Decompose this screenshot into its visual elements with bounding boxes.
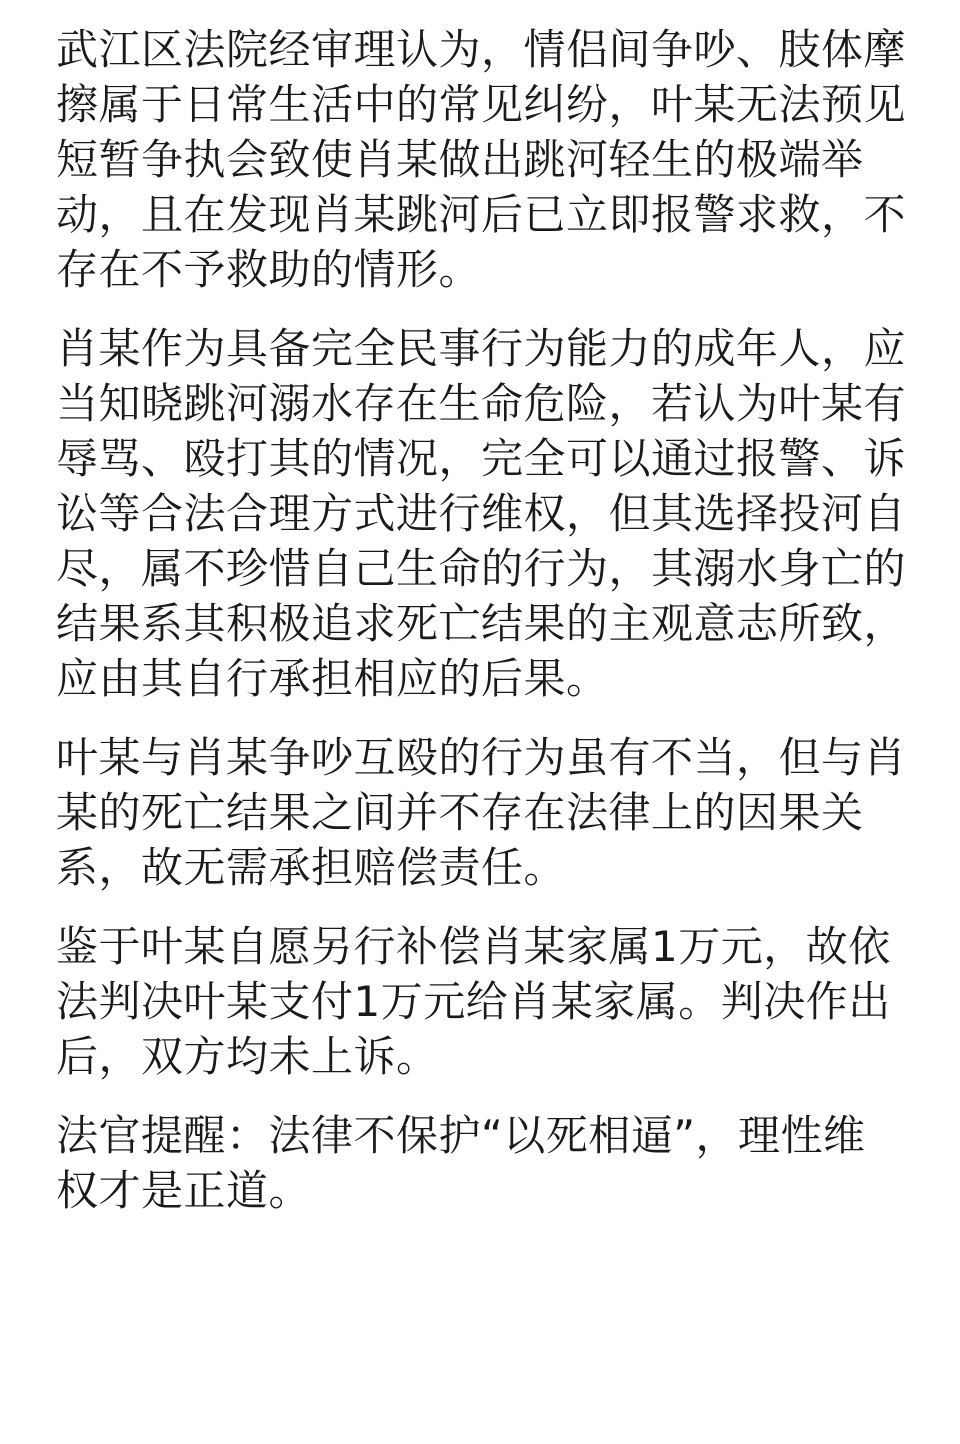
text-line: 某的死亡结果之间并不存在法律上的因果关	[56, 788, 864, 837]
text-line: 存在不予救助的情形。	[56, 245, 482, 294]
text-line: 后，双方均未上诉。	[56, 1032, 439, 1081]
text-line: 法判决叶某支付1万元给肖某家属。判决作出	[56, 977, 891, 1026]
paragraph-court-finding	[56, 22, 912, 297]
text-line: 鉴于叶某自愿另行补偿肖某家属1万元，故依	[56, 922, 891, 971]
text-line: 动，且在发现肖某跳河后已立即报警求救，不	[56, 190, 907, 239]
text-line: 短暂争执会致使肖某做出跳河轻生的极端举	[56, 135, 864, 184]
text-line: 结果系其积极追求死亡结果的主观意志所致，	[56, 599, 907, 648]
paragraph-judge-reminder	[56, 1108, 912, 1218]
text-line: 擦属于日常生活中的常见纠纷，叶某无法预见	[56, 80, 907, 129]
text-line: 权才是正道。	[56, 1166, 312, 1215]
text-line: 当知晓跳河溺水存在生命危险，若认为叶某有	[56, 379, 907, 428]
text-line: 系，故无需承担赔偿责任。	[56, 843, 567, 892]
text-line: 肖某作为具备完全民事行为能力的成年人，应	[56, 324, 907, 373]
text-line: 武江区法院经审理认为，情侣间争吵、肢体摩	[56, 25, 907, 74]
text-line: 辱骂、殴打其的情况，完全可以通过报警、诉	[56, 434, 907, 483]
paragraph-causation	[56, 730, 912, 895]
paragraph-deceased-responsibility	[56, 321, 912, 706]
paragraph-judgment	[56, 919, 912, 1084]
text-line: 叶某与肖某争吵互殴的行为虽有不当，但与肖	[56, 733, 907, 782]
text-line: 讼等合法合理方式进行维权，但其选择投河自	[56, 489, 907, 538]
text-line: 应由其自行承担相应的后果。	[56, 654, 609, 703]
text-line: 法官提醒：法律不保护“以死相逼”，理性维	[56, 1111, 866, 1160]
text-line: 尽，属不珍惜自己生命的行为，其溺水身亡的	[56, 544, 907, 593]
